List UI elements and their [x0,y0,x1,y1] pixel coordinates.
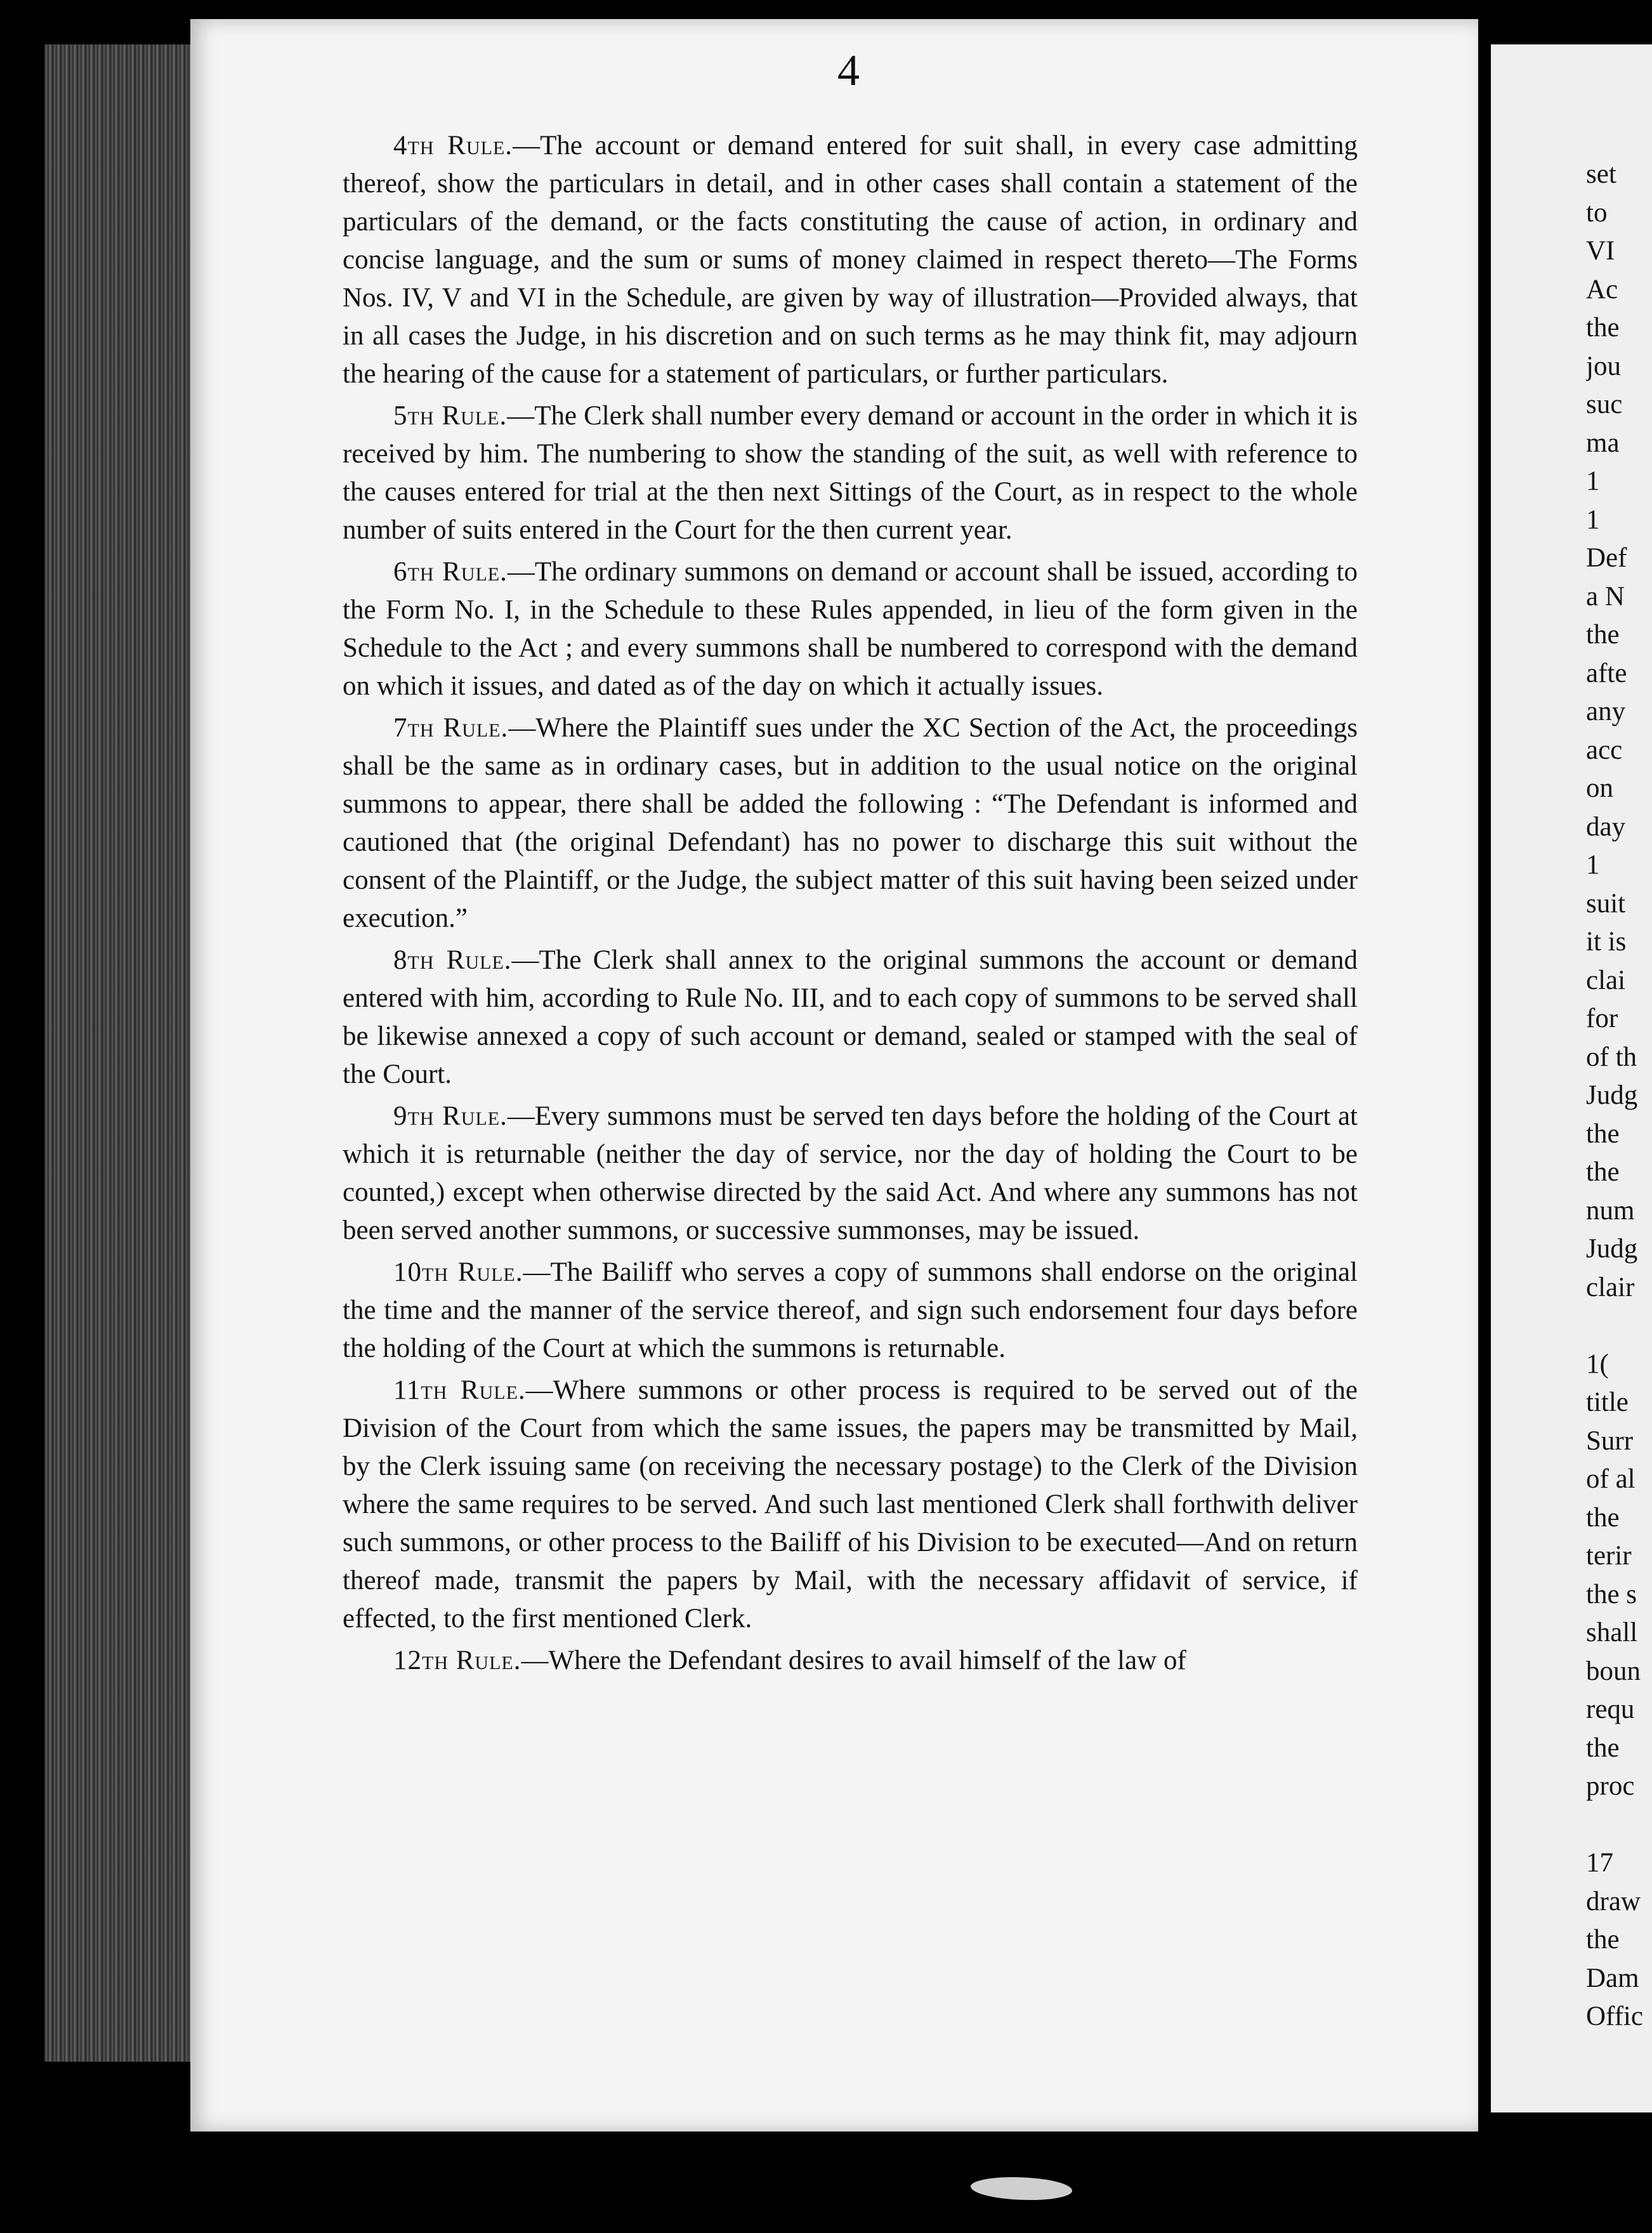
right-page-fragment: afte [1586,658,1627,688]
rule-heading: 12th Rule. [393,1646,521,1675]
right-page-fragment [1586,1307,1652,1346]
right-page-fragment: 1 [1586,850,1600,880]
rule-heading: 11th Rule. [393,1375,526,1405]
right-page-fragment: title [1586,1387,1629,1417]
right-page-fragment: a N [1586,581,1625,612]
right-page-fragment: set [1586,159,1616,189]
rule-text: —Where the Plaintiff sues under the XC Section of the Act, the proceedings shall be the same as in ordinary cases, but in addition to the usual notice on the original summons to appear, there shall be added the following : “The Defendant is informed and cautioned that (the original Defendant) has no power to discharge this suit without the consent of the Plaintiff, or the Judge, the subject matter of this suit having been seized under execution.” [343,713,1358,933]
right-page-fragment: it is [1586,927,1627,957]
right-page-fragment: of al [1586,1464,1636,1494]
right-page-fragment: day [1586,811,1626,842]
rule-paragraph [343,1254,1358,1368]
right-page-fragment: for [1586,1004,1618,1033]
right-page-fragment: on [1586,773,1613,803]
right-page-fragment: suc [1586,390,1623,419]
rule-heading: 4th Rule. [393,131,513,160]
rule-paragraph [343,1372,1358,1638]
rule-heading: 7th Rule. [393,713,509,743]
rule-paragraph [343,709,1358,938]
right-page-fragment: clai [1586,965,1626,995]
book-spine [44,44,193,2062]
right-page-fragment: the [1586,620,1620,650]
right-page-fragment: acc [1586,735,1623,765]
right-page-fragment: the s [1586,1579,1637,1609]
right-page-fragment [1586,1806,1652,1845]
right-page-fragment: any [1586,697,1626,726]
paper-clip [971,2177,1072,2200]
right-page-column [1586,155,1652,2036]
rule-paragraph [343,397,1358,549]
right-page-fragment: Surr [1586,1425,1634,1456]
right-page [1491,44,1652,2112]
right-page-fragment: Ac [1586,274,1618,304]
rule-text: —The Bailiff who serves a copy of summons shall endorse on the original the time and the manner of the service thereof, and sign such endorsement four days before the holding of the Court at which the summons is returnable. [343,1257,1358,1363]
rule-paragraph [343,941,1358,1094]
rule-paragraph [343,553,1358,705]
right-page-fragment: Offic [1586,2001,1643,2031]
right-page-fragment: the [1586,313,1620,343]
right-page-fragment: boun [1586,1656,1641,1686]
right-page-fragment: 1 [1586,466,1600,496]
right-page-fragment: terir [1586,1541,1632,1571]
right-page-fragment: VI [1586,236,1615,266]
right-page-fragment: to [1586,197,1608,228]
rule-text: —The account or demand entered for suit shall, in every case admitting thereof, show the particulars in detail, and in other cases shall contain a statement of the particulars of the demand, or the facts constituting the cause of action, in ordinary and concise language, and the sum or sums of money claimed in respect thereto—The Forms Nos. IV, V and VI in the Schedule, are given by way of illustration—Provided always, that in all cases the Judge, in his discretion and on such terms as he may think fit, may adjourn the hearing of the cause for a statement of particulars, or further particulars. [343,131,1358,389]
rule-text: —The Clerk shall number every demand or account in the order in which it is received by him. The numbering to show the standing of the suit, as well with reference to the causes entered for trial at the then next Sittings of the Court, as in respect to the whole number of suits entered in the Court for the then current year. [343,401,1358,545]
rule-heading: 8th Rule. [393,945,512,975]
right-page-fragment: the [1586,1157,1620,1187]
rule-paragraph [343,127,1358,393]
right-page-fragment: Dam [1586,1963,1639,1993]
right-page-fragment: jou [1586,351,1621,381]
right-page-fragment: the [1586,1118,1620,1149]
rule-text: —Every summons must be served ten days before the holding of the Court at which it is returnable (neither the day of service, nor the day of holding the Court to be counted,) except when otherwise directed by the said Act. And where any summons has not been served another summons, or successive summonses, may be issued. [343,1101,1358,1245]
rule-text: —The ordinary summons on demand or account shall be issued, according to the Form No. I, in the Schedule to these Rules appended, in lieu of the form given in the Schedule to the Act ; and every summons shall be numbered to correspond with the demand on which it issues, and dated as of the day on which it actually issues. [343,557,1358,701]
right-page-fragment: draw [1586,1886,1641,1916]
right-page-fragment: 1 [1586,504,1600,535]
right-page-fragment: clair [1586,1272,1635,1302]
rule-heading: 9th Rule. [393,1101,508,1131]
right-page-fragment: shall [1586,1618,1638,1647]
rule-text: —The Clerk shall annex to the original summons the account or demand entered with him, according to Rule No. III, and to each copy of summons to be served shall be likewise annexed a copy of such account or demand, sealed or stamped with the seal of the Court. [343,945,1358,1089]
rule-heading: 5th Rule. [393,401,508,431]
right-page-fragment: Judg [1586,1234,1638,1264]
right-page-fragment: requ [1586,1694,1635,1724]
right-page-fragment: Judg [1586,1080,1638,1110]
right-page-fragment: the [1586,1732,1620,1763]
rule-text: —Where summons or other process is required to be served out of the Division of the Court from which the same issues, the papers may be transmitted by Mail, by the Clerk issuing same (on receiving the necessary postage) to the Clerk of the Division where the same requires to be served. And such last mentioned Clerk shall forthwith deliver such summons, or other process to the Bailiff of his Division to be executed—And on return thereof made, transmit the papers by Mail, with the necessary affidavit of service, if effected, to the first mentioned Clerk. [343,1375,1358,1634]
right-page-fragment: Def [1586,543,1627,573]
right-page-fragment: suit [1586,888,1626,919]
right-page-fragment: 17 [1586,1848,1613,1878]
right-page-fragment: the [1586,1502,1620,1533]
rule-heading: 6th Rule. [393,557,508,587]
page-number: 4 [837,46,860,95]
right-page-fragment: 1( [1586,1349,1609,1379]
right-page-fragment: proc [1586,1771,1635,1801]
right-page-fragment: the [1586,1925,1620,1955]
page-body [343,127,1358,1684]
rule-heading: 10th Rule. [393,1257,523,1287]
rule-paragraph [343,1097,1358,1250]
rule-text: —Where the Defendant desires to avail himself of the law of [521,1646,1186,1675]
right-page-fragment: num [1586,1195,1635,1226]
right-page-fragment: of th [1586,1042,1637,1072]
rule-paragraph [343,1642,1358,1680]
right-page-fragment: ma [1586,428,1620,458]
